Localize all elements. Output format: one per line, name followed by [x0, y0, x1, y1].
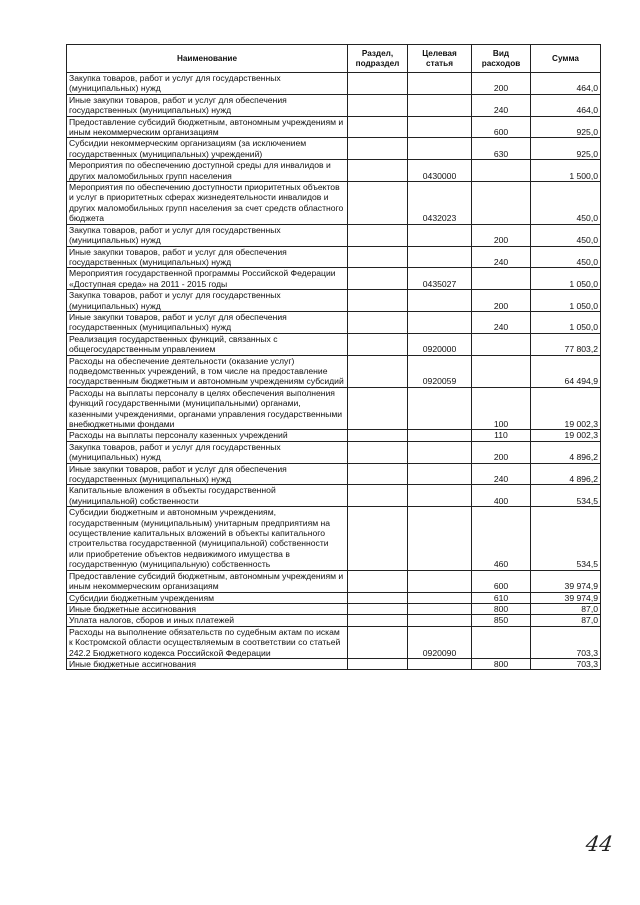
cell-target [408, 116, 472, 138]
table-row [67, 387, 601, 430]
cell-target: 0430000 [408, 160, 472, 182]
cell-name: Иные закупки товаров, работ и услуг для обеспечения государственных (муниципальных) нужд [67, 463, 348, 485]
cell-type: 200 [472, 441, 531, 463]
cell-name: Мероприятия государственной программы Российской Федерации «Доступная среда» на 2011 - 2015 годы [67, 268, 348, 290]
cell-target [408, 615, 472, 626]
cell-type: 850 [472, 615, 531, 626]
cell-type: 600 [472, 116, 531, 138]
cell-name: Субсидии бюджетным и автономным учреждениям, государственным (муниципальным) унитарным предприятиям на осуществление капитальных вложений в объекты капитального строительства государственной (муниципальной) собственности или приобретение объектов недвижимого имущества в государственную (муниципальную) собственность [67, 507, 348, 570]
cell-name: Уплата налогов, сборов и иных платежей [67, 615, 348, 626]
cell-amount: 19 002,3 [531, 430, 601, 441]
cell-target [408, 94, 472, 116]
cell-name: Закупка товаров, работ и услуг для государственных (муниципальных) нужд [67, 224, 348, 246]
table-row [67, 182, 601, 225]
cell-amount: 925,0 [531, 116, 601, 138]
table-row [67, 268, 601, 290]
header-type: Вид расходов [472, 45, 531, 73]
cell-type [472, 626, 531, 658]
cell-type [472, 355, 531, 387]
table-row [67, 94, 601, 116]
table-row [67, 311, 601, 333]
table-row [67, 626, 601, 658]
table-row [67, 246, 601, 268]
cell-name: Расходы на обеспечение деятельности (оказание услуг) подведомственных учреждений, в том числе на предоставление государственным бюджетным и автономным учреждениям субсидий [67, 355, 348, 387]
cell-target [408, 603, 472, 614]
table-row [67, 430, 601, 441]
cell-name: Капитальные вложения в объекты государственной (муниципальной) собственности [67, 485, 348, 507]
cell-type: 630 [472, 138, 531, 160]
cell-name: Иные закупки товаров, работ и услуг для обеспечения государственных (муниципальных) нужд [67, 246, 348, 268]
cell-target [408, 430, 472, 441]
cell-target: 0432023 [408, 182, 472, 225]
table-row [67, 290, 601, 312]
table-row [67, 603, 601, 614]
cell-target: 0920090 [408, 626, 472, 658]
cell-section [348, 290, 408, 312]
cell-section [348, 507, 408, 570]
cell-type: 240 [472, 94, 531, 116]
cell-type: 800 [472, 658, 531, 669]
cell-section [348, 182, 408, 225]
cell-type: 200 [472, 73, 531, 95]
cell-section [348, 570, 408, 592]
cell-amount: 19 002,3 [531, 387, 601, 430]
cell-amount: 1 050,0 [531, 268, 601, 290]
cell-type: 240 [472, 311, 531, 333]
table-row [67, 224, 601, 246]
cell-amount: 39 974,9 [531, 592, 601, 603]
cell-name: Мероприятия по обеспечению доступности приоритетных объектов и услуг в приоритетных сферах жизнедеятельности инвалидов и других маломобильных групп населения за счет средств областного бюджета [67, 182, 348, 225]
cell-amount: 534,5 [531, 485, 601, 507]
table-row [67, 355, 601, 387]
cell-amount: 703,3 [531, 626, 601, 658]
cell-amount: 1 050,0 [531, 311, 601, 333]
cell-name: Субсидии бюджетным учреждениям [67, 592, 348, 603]
cell-section [348, 658, 408, 669]
header-amount: Сумма [531, 45, 601, 73]
cell-name: Расходы на выполнение обязательств по судебным актам по искам к Костромской области осуществляемым в соответствии со статьей 242.2 Бюджетного кодекса Российской Федерации [67, 626, 348, 658]
cell-name: Иные бюджетные ассигнования [67, 603, 348, 614]
cell-target: 0920000 [408, 333, 472, 355]
table-header-row [67, 45, 601, 73]
cell-target: 0920059 [408, 355, 472, 387]
cell-target [408, 570, 472, 592]
cell-section [348, 485, 408, 507]
cell-section [348, 603, 408, 614]
cell-name: Иные закупки товаров, работ и услуг для обеспечения государственных (муниципальных) нужд [67, 311, 348, 333]
cell-type: 200 [472, 224, 531, 246]
cell-amount: 39 974,9 [531, 570, 601, 592]
cell-name: Закупка товаров, работ и услуг для государственных (муниципальных) нужд [67, 73, 348, 95]
cell-section [348, 224, 408, 246]
budget-table [66, 44, 601, 670]
table-row [67, 73, 601, 95]
cell-type: 240 [472, 463, 531, 485]
cell-section [348, 116, 408, 138]
cell-target [408, 387, 472, 430]
cell-name: Закупка товаров, работ и услуг для государственных (муниципальных) нужд [67, 290, 348, 312]
cell-type [472, 182, 531, 225]
cell-amount: 4 896,2 [531, 463, 601, 485]
table-row [67, 160, 601, 182]
cell-amount: 1 500,0 [531, 160, 601, 182]
cell-section [348, 73, 408, 95]
cell-type [472, 268, 531, 290]
cell-target [408, 224, 472, 246]
cell-type [472, 333, 531, 355]
cell-section [348, 160, 408, 182]
cell-name: Мероприятия по обеспечению доступной среды для инвалидов и других маломобильных групп населения [67, 160, 348, 182]
cell-name: Расходы на выплаты персоналу в целях обеспечения выполнения функций государственными (муниципальными) органами, казенными учреждениями, органами управления государственными внебюджетными фондами [67, 387, 348, 430]
table-row [67, 441, 601, 463]
header-name: Наименование [67, 45, 348, 73]
table-row [67, 463, 601, 485]
cell-name: Предоставление субсидий бюджетным, автономным учреждениям и иным некоммерческим организациям [67, 116, 348, 138]
table-row [67, 138, 601, 160]
cell-amount: 1 050,0 [531, 290, 601, 312]
page-number: 44 [584, 832, 615, 856]
table-row [67, 333, 601, 355]
cell-section [348, 441, 408, 463]
cell-name: Субсидии некоммерческим организациям (за исключением государственных (муниципальных) учреждений) [67, 138, 348, 160]
cell-amount: 450,0 [531, 182, 601, 225]
cell-type: 600 [472, 570, 531, 592]
cell-amount: 925,0 [531, 138, 601, 160]
cell-section [348, 463, 408, 485]
table-row [67, 507, 601, 570]
cell-amount: 450,0 [531, 246, 601, 268]
cell-target [408, 441, 472, 463]
cell-name: Иные закупки товаров, работ и услуг для обеспечения государственных (муниципальных) нужд [67, 94, 348, 116]
cell-amount: 77 803,2 [531, 333, 601, 355]
cell-target [408, 311, 472, 333]
cell-name: Закупка товаров, работ и услуг для государственных (муниципальных) нужд [67, 441, 348, 463]
table-row [67, 658, 601, 669]
table-row [67, 116, 601, 138]
cell-target [408, 463, 472, 485]
cell-type: 400 [472, 485, 531, 507]
cell-section [348, 268, 408, 290]
cell-name: Расходы на выплаты персоналу казенных учреждений [67, 430, 348, 441]
cell-section [348, 355, 408, 387]
cell-type: 110 [472, 430, 531, 441]
cell-target [408, 658, 472, 669]
cell-amount: 87,0 [531, 603, 601, 614]
cell-section [348, 430, 408, 441]
cell-amount: 464,0 [531, 73, 601, 95]
cell-type: 100 [472, 387, 531, 430]
cell-amount: 464,0 [531, 94, 601, 116]
cell-section [348, 94, 408, 116]
cell-target: 0435027 [408, 268, 472, 290]
cell-section [348, 387, 408, 430]
table-row [67, 615, 601, 626]
cell-target [408, 592, 472, 603]
cell-target [408, 73, 472, 95]
cell-type: 460 [472, 507, 531, 570]
cell-section [348, 311, 408, 333]
cell-type: 240 [472, 246, 531, 268]
cell-amount: 64 494,9 [531, 355, 601, 387]
cell-name: Реализация государственных функций, связанных с общегосударственным управлением [67, 333, 348, 355]
cell-name: Иные бюджетные ассигнования [67, 658, 348, 669]
cell-amount: 450,0 [531, 224, 601, 246]
cell-type: 200 [472, 290, 531, 312]
cell-target [408, 507, 472, 570]
cell-section [348, 246, 408, 268]
cell-target [408, 290, 472, 312]
cell-section [348, 592, 408, 603]
cell-section [348, 615, 408, 626]
cell-section [348, 626, 408, 658]
header-section: Раздел, подраздел [348, 45, 408, 73]
cell-amount: 703,3 [531, 658, 601, 669]
cell-target [408, 485, 472, 507]
table-row [67, 592, 601, 603]
cell-section [348, 138, 408, 160]
cell-amount: 4 896,2 [531, 441, 601, 463]
cell-type: 800 [472, 603, 531, 614]
cell-type: 610 [472, 592, 531, 603]
cell-target [408, 246, 472, 268]
cell-amount: 87,0 [531, 615, 601, 626]
table-row [67, 570, 601, 592]
table-row [67, 485, 601, 507]
header-target: Целевая статья [408, 45, 472, 73]
cell-target [408, 138, 472, 160]
cell-amount: 534,5 [531, 507, 601, 570]
cell-section [348, 333, 408, 355]
cell-type [472, 160, 531, 182]
cell-name: Предоставление субсидий бюджетным, автономным учреждениям и иным некоммерческим организациям [67, 570, 348, 592]
